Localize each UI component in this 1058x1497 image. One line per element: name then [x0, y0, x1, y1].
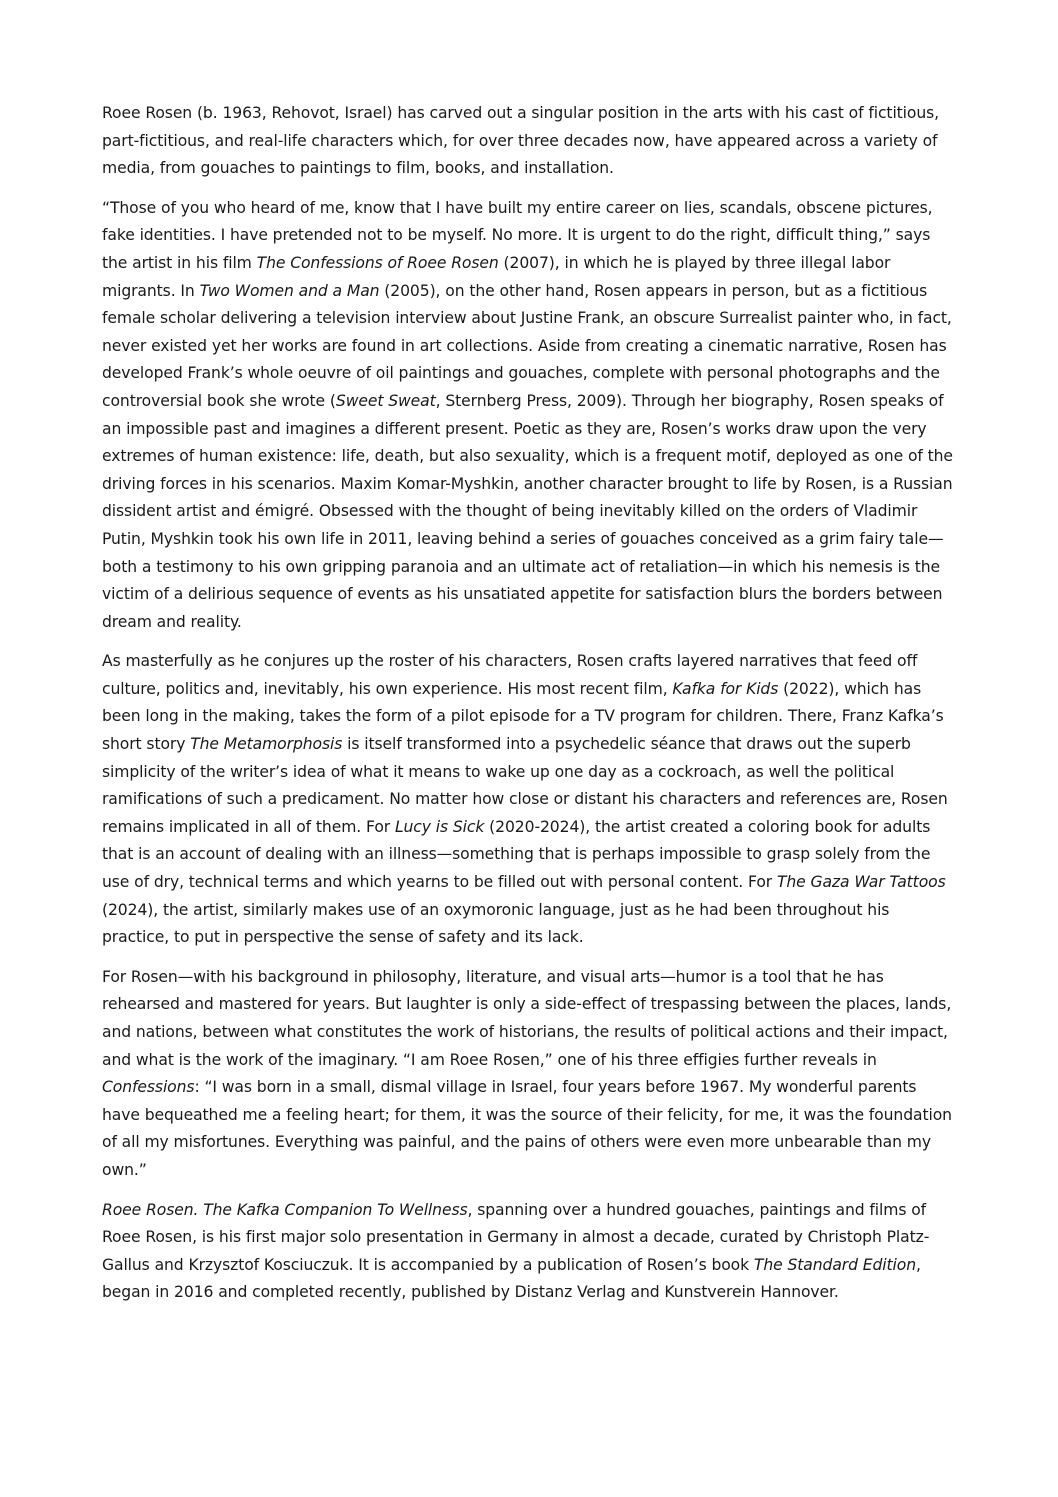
paragraph-confessions [102, 195, 958, 637]
text-segment: “Those of you who heard of me, know that I have built my entire career on lies, scandals, obscene pictures, fake identities. I have pretended not to be myself. No more. It is urgent to do the right, difficult thing,” says the artist in his film [102, 198, 933, 272]
text-segment: As masterfully as he conjures up the roster of his characters, Rosen crafts layered narratives that feed off culture, politics and, inevitably, his own experience. His most recent film, [102, 652, 918, 698]
text-segment: (2022), which has been long in the making, takes the form of a pilot episode for a TV program for children. There, Franz Kafka’s short story [102, 679, 944, 754]
text-segment: (2020-2024), the artist created a coloring book for adults that is an account of dealing with an illness—something that is perhaps impossible to grasp solely from the use of dry, technical terms and which yearns to be filled out with personal content. For [102, 817, 931, 892]
paragraph-intro [102, 100, 958, 183]
text-segment: , spanning over a hundred gouaches, paintings and films of Roee Rosen, is his first major solo presentation in Germany in almost a decade, curated by Christoph Platz-Gallus and Krzysztof Kosciuczuk. It is accompanied by a publication of Rosen’s book [102, 1200, 930, 1274]
text-segment: Roee Rosen (b. 1963, Rehovot, Israel) has carved out a singular position in the arts with his cast of fictitious, part-fictitious, and real-life characters which, for over three decades now, have appeared across a variety of media, from gouaches to paintings to film, books, and installation. [102, 104, 940, 178]
text-segment: : “I was born in a small, dismal village in Israel, four years before 1967. My wonderful parents have bequeathed me a feeling heart; for them, it was the source of their felicity, for me, it was the foundation of all my misfortunes. Everything was painful, and the pains of others were even more unbearable than my own.” [102, 1078, 952, 1179]
work-title: Lucy is Sick [394, 817, 485, 836]
work-title: Sweet Sweat [335, 391, 436, 410]
work-title: Kafka for Kids [672, 679, 779, 698]
paragraph-humor [102, 964, 958, 1185]
work-title: The Gaza War Tattoos [776, 873, 946, 892]
text-segment: (2007), in which he is played by three illegal labor migrants. In [102, 253, 891, 300]
work-title: The Confessions of Roee Rosen [256, 253, 499, 272]
document-page [102, 100, 958, 1319]
work-title: The Standard Edition [753, 1255, 917, 1274]
text-segment: For Rosen—with his background in philosophy, literature, and visual arts—humor is a tool that he has rehearsed and mastered for years. But laughter is only a side-effect of trespassing between the places, lands, and nations, between what constitutes the work of historians, the results of political actions and their impact, and what is the work of the imaginary. “I am Roee Rosen,” one of his three effigies further reveals in [102, 967, 952, 1069]
paragraph-exhibition [102, 1197, 958, 1307]
work-title: Two Women and a Man [199, 281, 380, 300]
text-segment: (2005), on the other hand, Rosen appears in person, but as a fictitious female scholar delivering a television interview about Justine Frank, an obscure Surrealist painter who, in fact, never existed yet her works are found in art collections. Aside from creating a cinematic narrative, Rosen has developed Frank’s whole oeuvre of oil paintings and gouaches, complete with personal photographs and the controversial book she wrote ( [102, 281, 952, 410]
work-title: Confessions [102, 1078, 195, 1097]
exhibition-title: Roee Rosen. The Kafka Companion To Wellness [102, 1200, 468, 1219]
work-title: The Metamorphosis [190, 735, 343, 754]
text-segment: (2024), the artist, similarly makes use of an oxymoronic language, just as he had been throughout his practice, to put in perspective the sense of safety and its lack. [102, 900, 890, 947]
text-segment: , began in 2016 and completed recently, published by Distanz Verlag and Kunstverein Hannover. [102, 1255, 921, 1302]
paragraph-narratives [102, 648, 958, 952]
text-segment: , Sternberg Press, 2009). Through her biography, Rosen speaks of an impossible past and imagines a different present. Poetic as they are, Rosen’s works draw upon the very extremes of human existence: life, death, but also sexuality, which is a frequent motif, deployed as one of the driving forces in his scenarios. Maxim Komar-Myshkin, another character brought to life by Rosen, is a Russian dissident artist and émigré. Obsessed with the thought of being inevitably killed on the orders of Vladimir Putin, Myshkin took his own life in 2011, leaving behind a series of gouaches conceived as a grim fairy tale—both a testimony to his own gripping paranoia and an ultimate act of retaliation—in which his nemesis is the victim of a delirious sequence of events as his unsatiated appetite for satisfaction blurs the borders between dream and reality. [102, 391, 953, 631]
text-segment: is itself transformed into a psychedelic séance that draws out the superb simplicity of the writer’s idea of what it means to wake up one day as a cockroach, as well the political ramifications of such a predicament. No matter how close or distant his characters and references are, Rosen remains implicated in all of them. For [102, 735, 948, 836]
